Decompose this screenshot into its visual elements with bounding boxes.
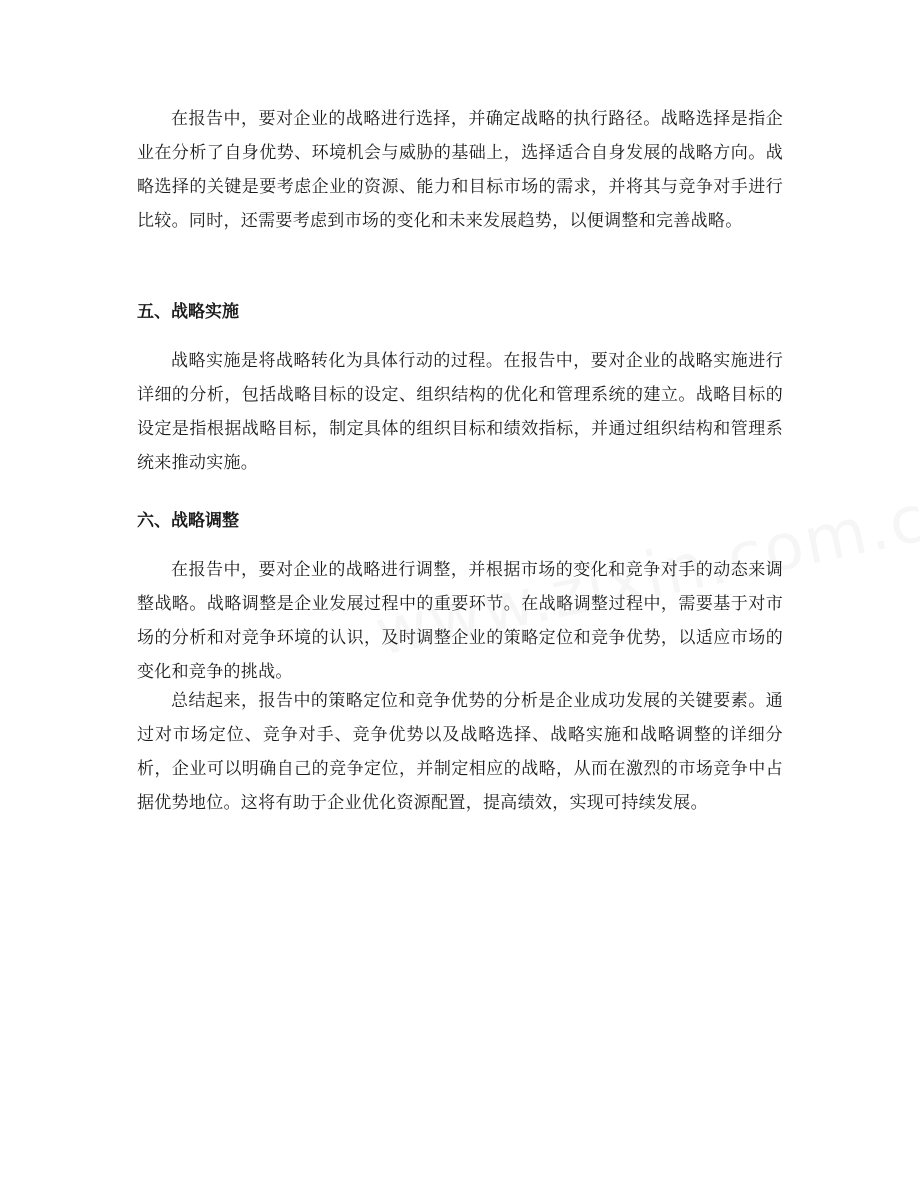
section-heading-6: [137, 506, 783, 536]
section-strategy-adjustment: [137, 553, 783, 689]
section-summary: [137, 684, 783, 820]
heading-strategy-implementation: 五、战略实施: [137, 302, 239, 322]
paragraph-strategy-choice: 在报告中，要对企业的战略进行选择，并确定战略的执行路径。战略选择是指企业在分析了自身优势、环境机会与威胁的基础上，选择适合自身发展的战略方向。战略选择的关键是要考虑企业的资源、能力和目标市场的需求，并将其与竞争对手进行比较。同时，还需要考虑到市场的变化和未来发展趋势，以便调整和完善战略。: [137, 109, 783, 231]
paragraph-strategy-adjustment: 在报告中，要对企业的战略进行调整，并根据市场的变化和竞争对手的动态来调整战略。战略调整是企业发展过程中的重要环节。在战略调整过程中，需要基于对市场的分析和对竞争环境的认识，及时调整企业的策略定位和竞争优势，以适应市场的变化和竞争的挑战。: [137, 560, 783, 682]
paragraph-summary: 总结起来，报告中的策略定位和竞争优势的分析是企业成功发展的关键要素。通过对市场定位、竞争对手、竞争优势以及战略选择、战略实施和战略调整的详细分析，企业可以明确自己的竞争定位，并制定相应的战略，从而在激烈的市场竞争中占据优势地位。这将有助于企业优化资源配置，提高绩效，实现可持续发展。: [137, 691, 783, 813]
section-heading-5: [137, 297, 783, 327]
section-strategy-choice: [137, 102, 783, 238]
paragraph-strategy-implementation: 战略实施是将战略转化为具体行动的过程。在报告中，要对企业的战略实施进行详细的分析，包括战略目标的设定、组织结构的优化和管理系统的建立。战略目标的设定是指根据战略目标，制定具体的组织目标和绩效指标，并通过组织结构和管理系统来推动实施。: [137, 351, 783, 473]
heading-strategy-adjustment: 六、战略调整: [137, 511, 239, 531]
section-strategy-implementation: [137, 344, 783, 480]
